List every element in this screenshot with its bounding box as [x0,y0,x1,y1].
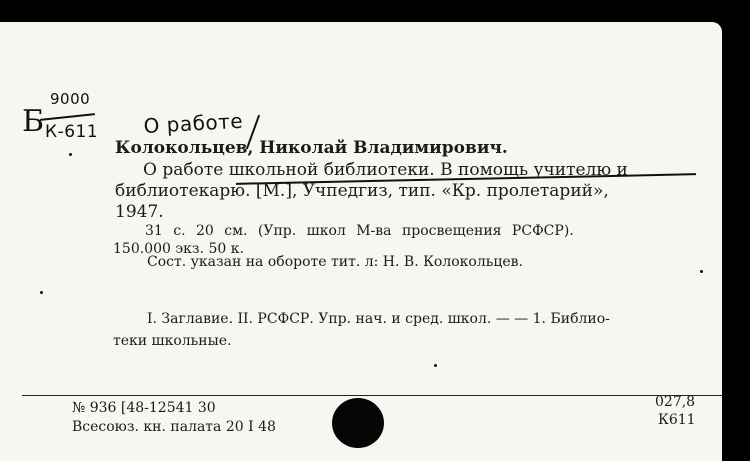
footer-rule [22,395,722,396]
title-line-3: 1947. [115,202,164,222]
shelfmark-letter: Б [22,104,45,139]
catalog-card [0,22,722,461]
speck [40,291,43,294]
registration-number: № 936 [48-12541 30 [72,400,216,416]
shelfmark-rule [40,113,95,121]
ink-blot [332,398,384,448]
tracings-line-1: I. Заглавие. II. РСФСР. Упр. нач. и сред. школ. — — 1. Библио- [147,311,610,327]
speck [700,270,703,273]
tracings-line-2: теки школьные. [113,333,232,349]
author-heading: Колокольцев, Николай Владимирович. [115,138,508,158]
speck [434,364,437,367]
title-line-1: О работе школьной библиотеки. В помощь учителю и [143,160,628,180]
handwritten-note: О работе [143,108,244,138]
speck [69,153,72,156]
author-mark: К611 [658,412,696,428]
book-chamber: Всесоюз. кн. палата 20 I 48 [72,419,276,435]
collation-line-2: 150.000 экз. 50 к. [113,241,244,257]
collation-line-1: 31 с. 20 см. (Упр. школ М-ва просвещения РСФСР). [145,223,574,239]
shelfmark-code: К-611 [45,122,99,142]
classification-number: 027,8 [655,394,696,410]
compiler-note: Сост. указан на обороте тит. л: Н. В. Колокольцев. [147,254,523,270]
title-line-2: библиотекарю. [М.], Учпедгиз, тип. «Кр. пролетарий», [115,181,609,201]
shelfmark-number: 9000 [50,90,91,108]
